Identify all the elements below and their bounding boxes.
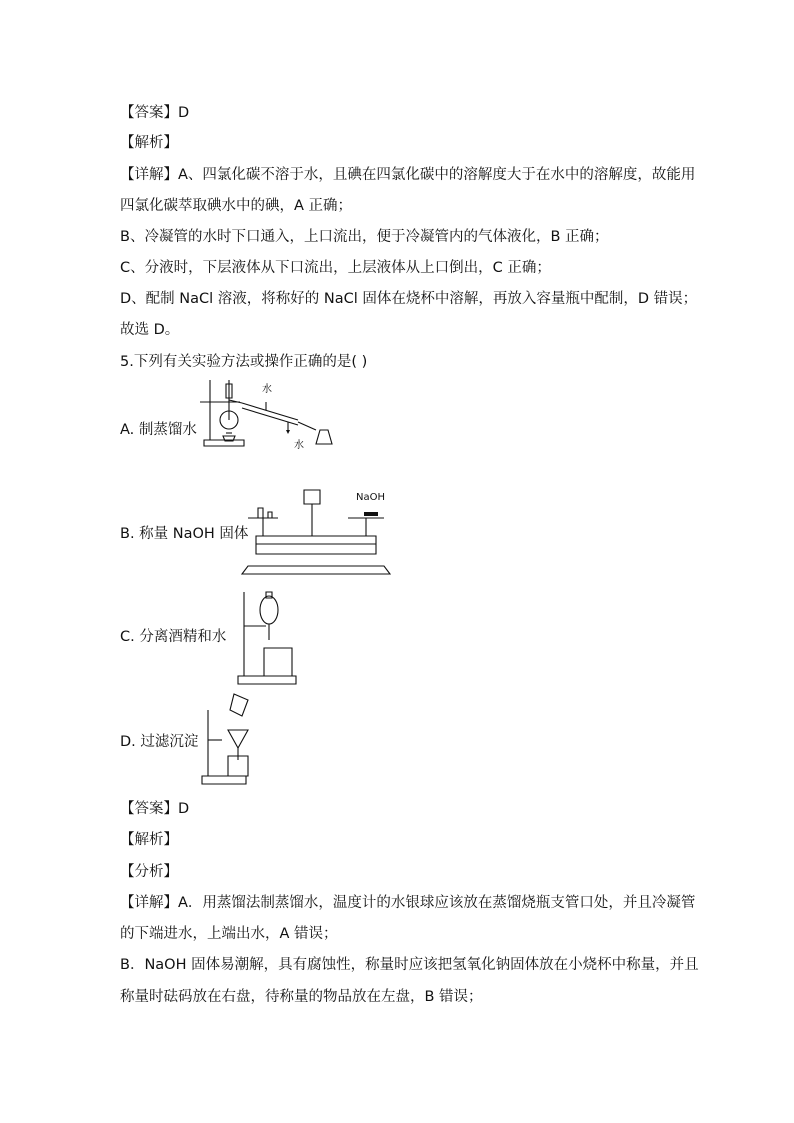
q4-detail-line2: 四氯化碳萃取碘水中的碘，A 正确；: [120, 198, 353, 214]
q5-answer: 【答案】D: [120, 801, 190, 817]
distillation-apparatus-figure: [198, 378, 338, 450]
q5-analysis-heading: 【解析】: [120, 832, 178, 848]
water-inlet-label: 水: [262, 384, 272, 395]
q4-line-d: D、配制 NaCl 溶液，将称好的 NaCl 固体在烧杯中溶解，再放入容量瓶中配制，D 错误；: [120, 291, 698, 307]
filtration-figure: [198, 690, 254, 790]
q5-analysis-sub: 【分析】: [120, 864, 178, 880]
option-c-label: C. 分离酒精和水: [120, 629, 227, 645]
q4-detail-line1: 【详解】A、四氯化碳不溶于水，且碘在四氯化碳中的溶解度大于在水中的溶解度，故能用: [120, 167, 696, 183]
balance-figure: [238, 486, 394, 578]
option-b-label: B. 称量 NaOH 固体: [120, 526, 249, 542]
water-outlet-label: 水: [294, 440, 304, 451]
q5-detail-a1: 【详解】A．用蒸馏法制蒸馏水，温度计的水银球应该放在蒸馏烧瓶支管口处，并且冷凝管: [120, 895, 696, 911]
option-a-label: A. 制蒸馏水: [120, 422, 197, 438]
q4-analysis-heading: 【解析】: [120, 135, 178, 151]
q5-detail-b1: B．NaOH 固体易潮解，具有腐蚀性，称量时应该把氢氧化钠固体放在小烧杯中称量，并且: [120, 957, 699, 973]
q4-line-c: C、分液时，下层液体从下口流出，上层液体从上口倒出，C 正确；: [120, 260, 551, 276]
q5-detail-b2: 称量时砝码放在右盘，待称量的物品放在左盘，B 错误；: [120, 989, 483, 1005]
q4-line-b: B、冷凝管的水时下口通入，上口流出，便于冷凝管内的气体液化，B 正确；: [120, 229, 609, 245]
separatory-funnel-figure: [236, 588, 298, 688]
q5-detail-a2: 的下端进水，上端出水，A 错误；: [120, 926, 338, 942]
option-d-label: D. 过滤沉淀: [120, 734, 199, 750]
q4-answer: 【答案】D: [120, 105, 190, 121]
q5-stem: 5.下列有关实验方法或操作正确的是( ): [120, 354, 368, 370]
q4-conclusion: 故选 D。: [120, 322, 180, 338]
naoh-label: NaOH: [356, 492, 385, 503]
